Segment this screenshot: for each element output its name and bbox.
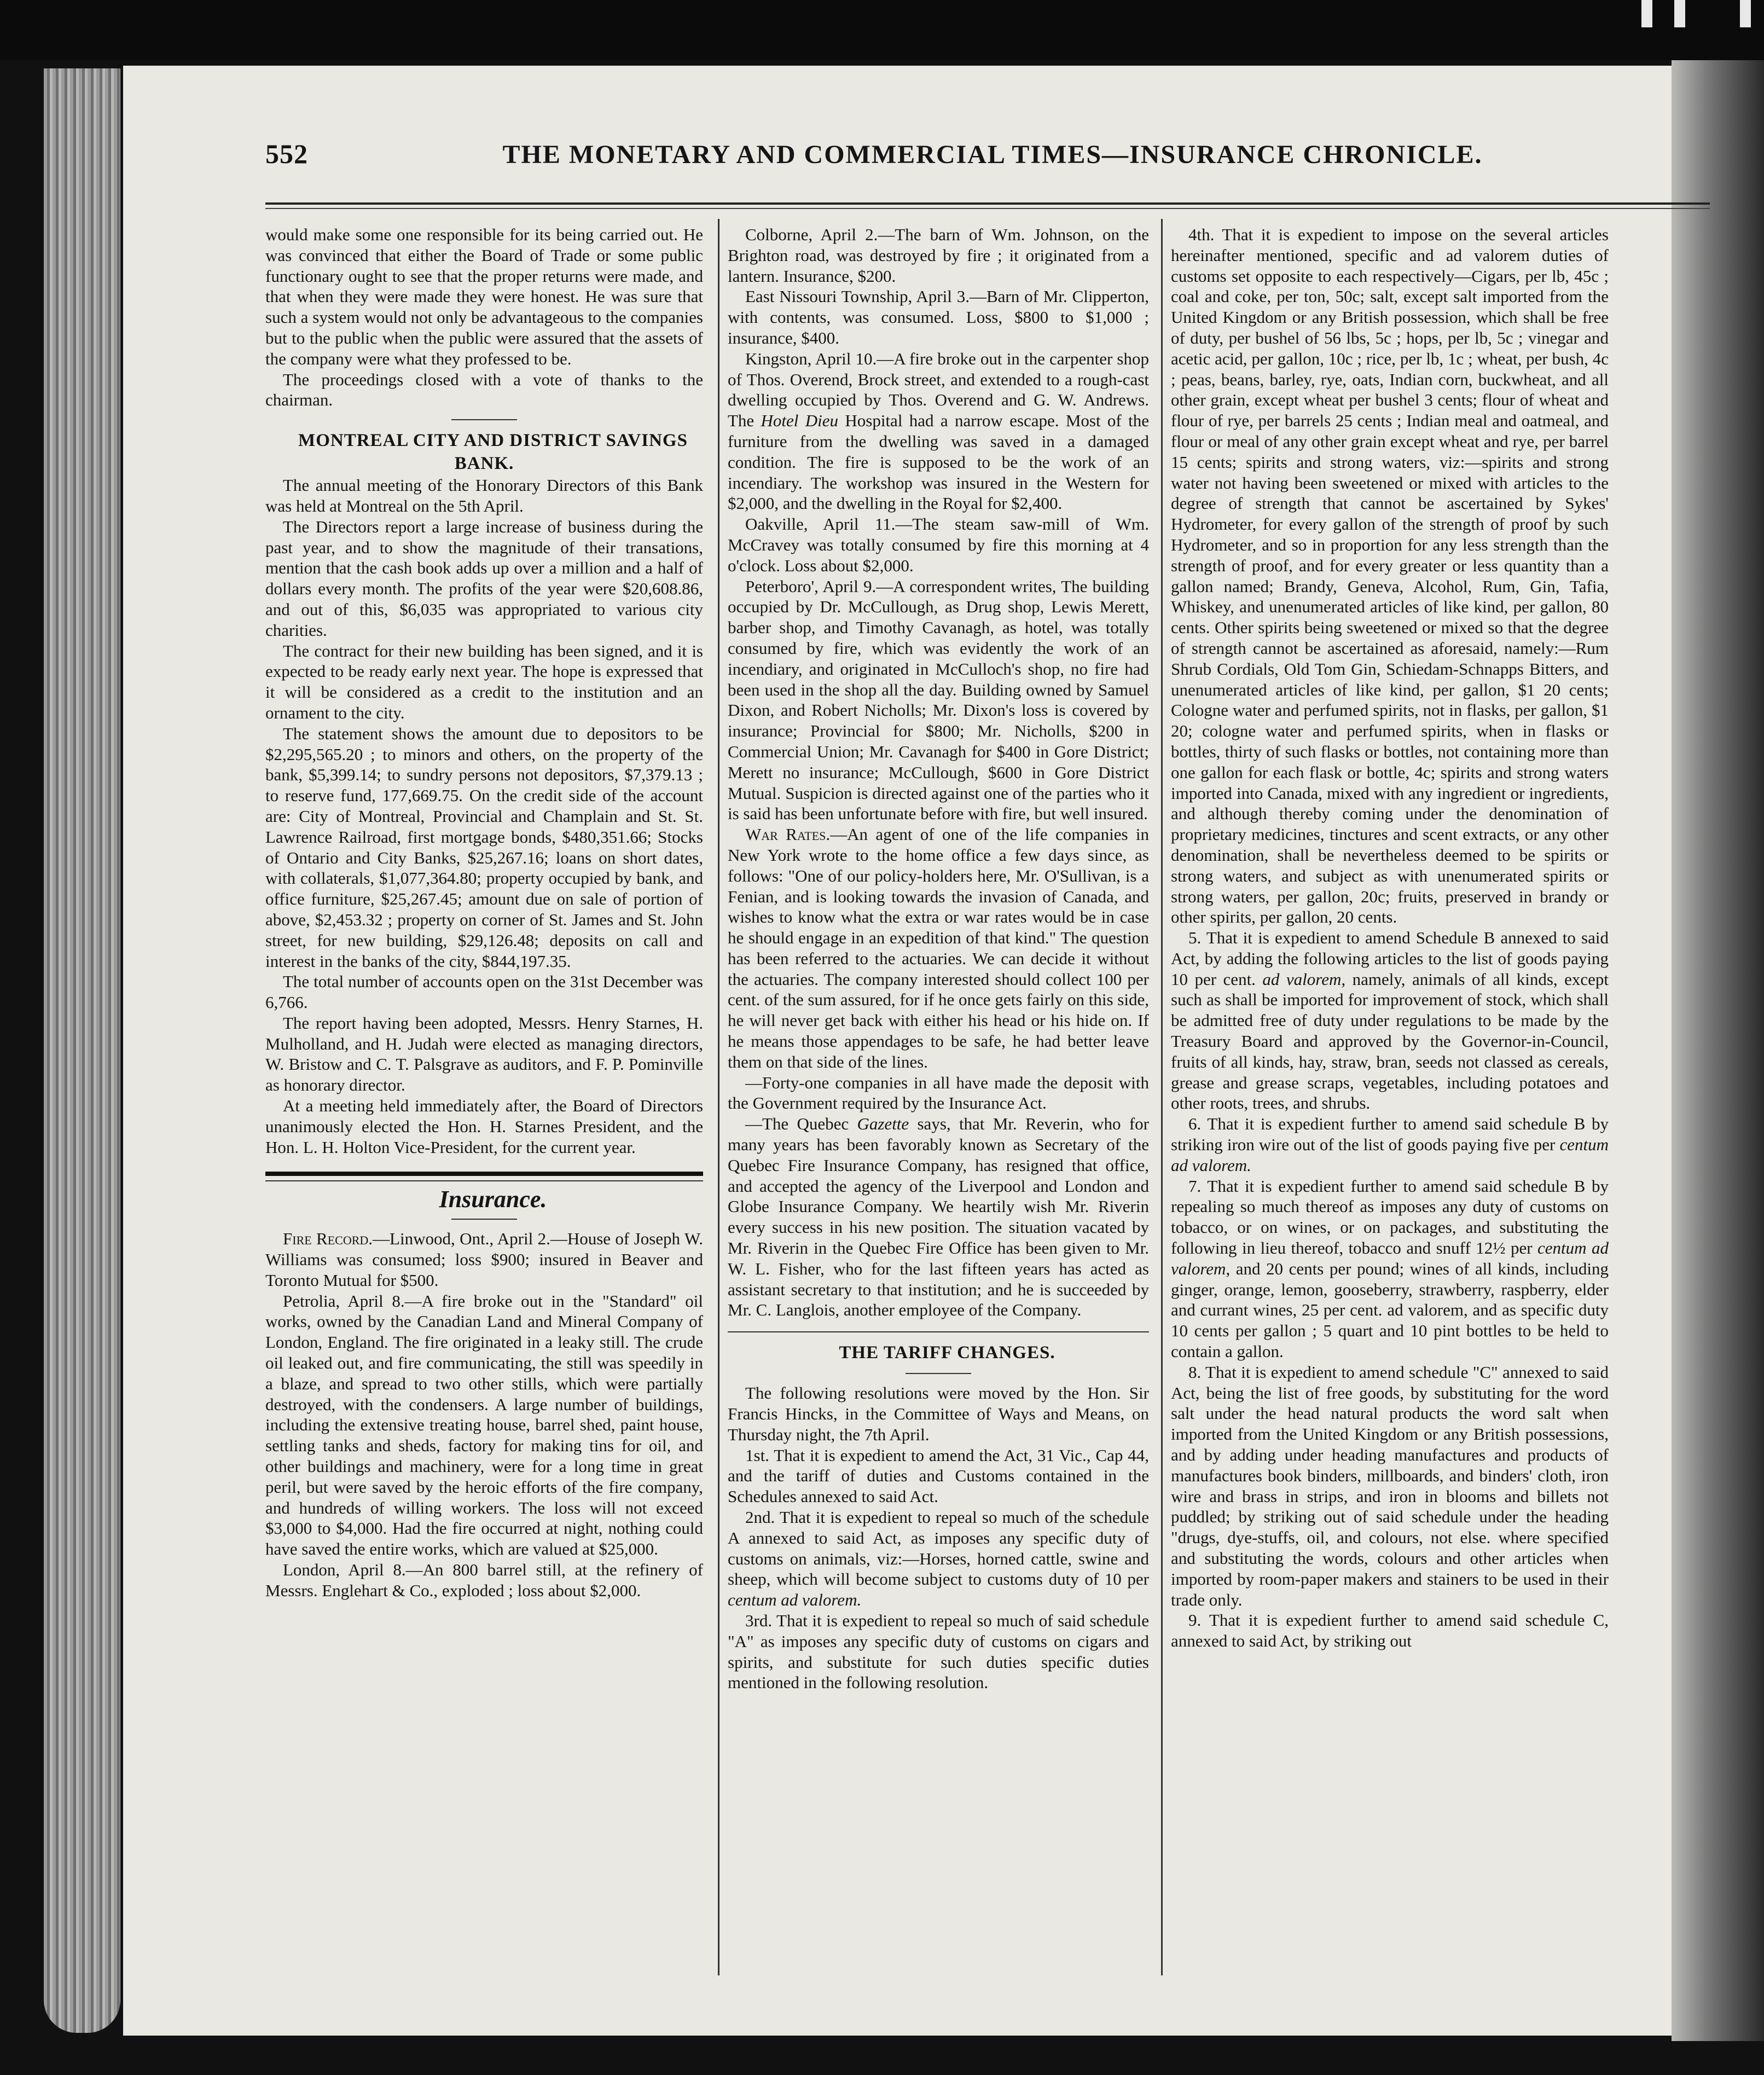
italic-text: centum ad valorem. <box>728 1590 862 1610</box>
paragraph: 9. That it is expedient further to amend said schedule C, annexed to said Act, by striking out <box>1171 1610 1609 1651</box>
column-1 <box>265 224 703 1601</box>
paragraph <box>1171 928 1609 1114</box>
paragraph-text: 7. That it is expedient further to amend said schedule B by repealing so much thereof as imposes any duty of customs on tobacco, or on wines, or on packages, and substituting the following in lieu thereof, tobacco and snuff 12½ per <box>1171 1176 1609 1258</box>
paragraph: —Forty-one companies in all have made the deposit with the Government required by the Insurance Act. <box>728 1073 1149 1113</box>
paragraph: 8. That it is expedient to amend schedule "C" annexed to said Act, being the list of free goods, by substituting for the word salt under the head natural products the word salt when imported from the United Kingdom or any British possessions, and by adding under heading manufactures and products of manufactures book binders, millboards, and binders' cloth, iron wire and brass in strips, and iron in blooms and billets not puddled; by striking out of said schedule under the heading "drugs, dye-stuffs, oil, and colours, not else. where specified and substituting the words, colours and other articles when imported by room-paper makers and stainers to be used in their trade only. <box>1171 1362 1609 1609</box>
italic-text: Hotel Dieu <box>761 411 839 431</box>
paragraph-text: 6. That it is expedient further to amend said schedule B by striking iron wire out of the list of goods paying five per <box>1171 1114 1609 1155</box>
paragraph-text: says, that Mr. Reverin, who for many years has been favorably known as Secretary of the Quebec Fire Insurance Company, has resigned that office, and accepted the agency of the Liverpool and London and Globe Insurance Company. We heartily wish Mr. Riverin every success in his new position. The situation vacated by Mr. Riverin in the Quebec Fire Office has been given to Mr. W. L. Fisher, who for the last fifteen years has acted as assistant secretary to that institution; and he is succeeded by Mr. C. Langlois, another employee of the Company. <box>728 1114 1149 1320</box>
paragraph <box>728 1114 1149 1320</box>
paragraph: The annual meeting of the Honorary Directors of this Bank was held at Montreal on the 5th April. <box>265 476 703 515</box>
column-3 <box>1171 224 1609 1651</box>
paragraph: Colborne, April 2.—The barn of Wm. Johnson, on the Brighton road, was destroyed by fire ; it originated from a lantern. Insurance, $200. <box>728 225 1149 286</box>
paragraph: Oakville, April 11.—The steam saw-mill of Wm. McCravey was totally consumed by fire this morning at 4 o'clock. Loss about $2,000. <box>728 514 1149 575</box>
italic-text: centum ad valorem <box>1171 1238 1609 1278</box>
header-rule-thin <box>265 208 1710 209</box>
divider <box>906 1373 971 1374</box>
paragraph: The total number of accounts open on the 31st December was 6,766. <box>265 972 703 1012</box>
column-2 <box>728 224 1149 1693</box>
section-title: Insurance. <box>439 1186 547 1213</box>
article-heading: MONTREAL CITY AND DISTRICT SAVINGS BANK. <box>298 431 688 474</box>
binding-shadow <box>1672 60 1764 2041</box>
column-divider <box>718 219 719 1975</box>
paragraph <box>265 1228 703 1290</box>
paragraph <box>728 349 1149 514</box>
paragraph: The report having been adopted, Messrs. Henry Starnes, H. Mulholland, and H. Judah were elected as managing directors, W. Bristow and C. T. Palsgrave as auditors, and F. P. Pominville as honorary director. <box>265 1013 703 1095</box>
article-heading: THE TARIFF CHANGES. <box>839 1343 1055 1363</box>
divider <box>451 419 517 420</box>
paragraph: At a meeting held immediately after, the Board of Directors unanimously elected the Hon. H. Starnes President, and the Hon. L. H. Holton Vice-President, for the current year. <box>265 1096 703 1157</box>
fire-record-label: Fire Record. <box>283 1229 373 1249</box>
paragraph: The Directors report a large increase of business during the past year, and to show the magnitude of their transations, mention that the cash book adds up over a million and a half of dollars every month. The profits of the year were $20,608.86, and out of this, $6,035 was appropriated to various city charities. <box>265 517 703 640</box>
paragraph: London, April 8.—An 800 barrel still, at the refinery of Messrs. Englehart & Co., exploded ; loss about $2,000. <box>265 1560 703 1600</box>
section-rule <box>265 1172 703 1176</box>
paragraph <box>728 1507 1149 1610</box>
italic-text: ad valorem <box>1262 969 1342 989</box>
paragraph-text: Kingston, April 10.—A fire broke out in the carpenter shop of Thos. Overend, Brock street, and extended to a rough-cast dwelling occupied by Thos. Overend and G. W. Andrews. The <box>728 349 1149 431</box>
paragraph: 1st. That it is expedient to amend the Act, 31 Vic., Cap 44, and the tariff of duties and Customs contained in the Schedules annexed to said Act. <box>728 1445 1149 1506</box>
page-number: 552 <box>265 138 308 169</box>
paragraph <box>728 824 1149 1073</box>
newspaper-page <box>123 66 1672 2036</box>
paragraph: The statement shows the amount due to depositors to be $2,295,565.20 ; to minors and others, on the property of the bank, $5,399.14; to sundry persons not depositors, $7,379.13 ; to reserve fund, 177,669.75. On the credit side of the account are: City of Montreal, Provincial and Champlain and St. St. Lawrence Railroad, first mortgage bonds, $480,351.66; Stocks of Ontario and City Banks, $25,267.16; loans on short dates, with collaterals, $1,077,364.80; property occupied by bank, and office furniture, $25,267.45; amount due on sale of portion of above, $2,453.32 ; property on corner of St. James and St. John street, for new building, $29,126.48; deposits on call and interest in the banks of the city, $844,197.35. <box>265 723 703 971</box>
paragraph: would make some one responsible for its being carried out. He was convinced that either the Board of Trade or some public functionary ought to see that the proper returns were made, and that when they were made they were honest. He was sure that such a system would not only be advantageous to the companies but to the public when the public were assured that the assets of the company were what they professed to be. <box>265 225 703 368</box>
page-title: THE MONETARY AND COMMERCIAL TIMES—INSURANCE CHRONICLE. <box>502 140 1483 169</box>
paragraph: The contract for their new building has been signed, and it is expected to be ready early next year. The hope is expressed that it will be considered as a credit to the institution and an ornament to the city. <box>265 641 703 722</box>
paragraph-text: , and 20 cents per pound; wines of all kinds, including ginger, orange, lemon, gooseberry, strawberry, raspberry, elder and currant wines, 25 per cent. ad valorem, and as specific duty 10 cents per gallon ; 5 quart and 10 pint bottles to be held to contain a gallon. <box>1171 1259 1609 1361</box>
divider <box>451 1219 517 1220</box>
paragraph-text: —An agent of one of the life companies in New York wrote to the home office a few days since, as follows: "One of our policy-holders here, Mr. O'Sullivan, is a Fenian, and is looking towards the invasion of Canada, and wishes to know what the extra or war rates would be in case he should engage in an expedition of that kind." The question has been referred to the actuaries. We can decide it without the actuaries. The company interested should collect 100 per cent. of the sum assured, for if he once gets fairly on this side, he will never get back with either his head or his hide on. If he means those appendages to be safe, he had better leave them on that side of the lines. <box>728 825 1149 1071</box>
column-divider <box>1161 219 1163 1975</box>
page-header <box>265 104 1677 170</box>
italic-text: centum ad valorem. <box>1171 1135 1609 1175</box>
paragraph-text: 5. That it is expedient to amend Schedule B annexed to said Act, by adding the following articles to the list of goods paying 10 per cent. <box>1171 928 1609 989</box>
paragraph: 4th. That it is expedient to impose on the several articles hereinafter mentioned, specific and ad valorem duties of customs set opposite to each respectively—Cigars, per lb, 45c ; coal and coke, per ton, 50c; salt, except salt imported from the United Kingdom or any British possession, which shall be free of duty, per bushel of 56 lbs, 5c ; hops, per lb, 5c ; vinegar and acetic acid, per gallon, 10c ; rice, per lb, 1c ; wheat, per bush, 4c ; peas, beans, barley, rye, oats, Indian corn, buckwheat, and all other grain, except wheat per bushel 3 cents; flour of wheat and flour of rye, per barrels 25 cents ; Indian meal and oatmeal, and flour or meal of any other grain except wheat and rye, per barrel 15 cents; spirits and strong waters, viz:—spirits and strong water not having been sweetened or mixed with articles to the degree of strength that cannot be ascertained by Sykes' Hydrometer, for every gallon of the strength of proof by such Hydrometer, and so in proportion for any less strength than the strength of proof, and for every greater or less quantity than a gallon named; Brandy, Geneva, Alcohol, Rum, Gin, Tafia, Whiskey, and unenumerated articles of like kind, per gallon, 80 cents. Other spirits being sweetened or mixed so that the degree of strength cannot be ascertained as aforesaid, namely:—Rum Shrub Cordials, Old Tom Gin, Schiedam-Schnapps Bitters, and unenumerated articles of like kind, per gallon, $1 20 cents; Cologne water and perfumed spirits, not in flasks, per gallon, $1 20; cologne water and perfumed spirits, when in flasks or bottles, thirty of such flasks or bottles, not containing more than one gallon for each flask or bottle, 4c; spirits and strong waters imported into Canada, mixed with any ingredient or ingredients, and although thereby coming under the denomination of proprietary medicines, tinctures and scent extracts, or any other denomination, shall be nevertheless deemed to be spirits or strong waters, and subject as with unenumerated spirits or strong waters, per gallon, 20c; fruits, preserved in brandy or other spirits, per gallon, 20 cents. <box>1171 225 1609 927</box>
paragraph-text: , namely, animals of all kinds, except such as shall be imported for improvement of stock, which shall be admitted free of duty under regulations to be made by the Treasury Board and approved by the Governor-in-Council, fruits of all kinds, hay, straw, bran, seeds not classed as cereals, grease and grease scraps, vegetables, including potatoes and other roots, trees, and shrubs. <box>1171 969 1609 1113</box>
paragraph-text: —Linwood, Ont., April 2.—House of Joseph W. Williams was consumed; loss $900; insured in Beaver and Toronto Mutual for $500. <box>265 1229 703 1290</box>
paragraph: Peterboro', April 9.—A correspondent writes, The building occupied by Dr. McCullough, as Drug shop, Lewis Merett, barber shop, and Timothy Cavanagh, as hotel, was totally consumed by fire, which was evidently the work of an incendiary, and originated in McCulloch's shop, no fire had been used in the shop all the day. Building owned by Samuel Dixon, and Robert Nicholls; Mr. Dixon's loss is covered by insurance; Provincial for $800; Mr. Nicholls, $200 in Commercial Union; Mr. Cavanagh for $400 in Gore District; Merett no insurance; McCullough, $600 in Gore District Mutual. Suspicion is directed against one of the parties who it is said has been unfortunate before with fire, but well insured. <box>728 576 1149 824</box>
paragraph: The proceedings closed with a vote of thanks to the chairman. <box>265 369 703 410</box>
paragraph <box>1171 1176 1609 1362</box>
film-edge <box>0 0 1764 60</box>
paragraph: Petrolia, April 8.—A fire broke out in the "Standard" oil works, owned by the Canadian Land and Mineral Company of London, England. The fire originated in a leaky still. The crude oil leaked out, and fire communicating, the still was speedily in a blaze, and spread to two other stills, which were partially destroyed, with the condensers. A large number of buildings, including the extensive treating house, barrel shed, paint house, settling tanks and sheds, factory for making tins for oil, and other buildings and machinery, were for a long time in great peril, but were saved by the heroic efforts of the fire company, and hundreds of willing workers. The loss will not exceed $3,000 to $4,000. Had the fire occurred at night, nothing could have saved the entire works, which are valued at $25,000. <box>265 1291 703 1559</box>
paragraph <box>1171 1114 1609 1175</box>
paragraph-text: 2nd. That it is expedient to repeal so much of the schedule A annexed to said Act, as imposes any specific duty of customs on animals, viz:—Horses, horned cattle, swine and sheep, which will become subject to customs duty of 10 per <box>728 1508 1149 1589</box>
italic-text: Gazette <box>857 1114 909 1134</box>
film-mark <box>1674 0 1685 27</box>
paragraph-text: —The Quebec <box>745 1114 857 1134</box>
film-mark <box>1740 0 1751 27</box>
divider <box>728 1331 1149 1332</box>
book-page-edges <box>44 68 120 2033</box>
paragraph: The following resolutions were moved by the Hon. Sir Francis Hincks, in the Committee of Ways and Means, on Thursday night, the 7th April. <box>728 1383 1149 1444</box>
section-rule-thin <box>265 1180 703 1181</box>
paragraph: East Nissouri Township, April 3.—Barn of Mr. Clipperton, with contents, was consumed. Loss, $800 to $1,000 ; insurance, $400. <box>728 287 1149 347</box>
paragraph: 3rd. That it is expedient to repeal so much of said schedule "A" as imposes any specific duty of customs on cigars and spirits, and substitute for such duties specific duties mentioned in the following resolution. <box>728 1611 1149 1693</box>
header-rule <box>265 202 1710 205</box>
paragraph-text: Hospital had a narrow escape. Most of the furniture from the dwelling was saved in a damaged condition. The fire is supposed to be the work of an incendiary. The workshop was insured in the Western for $2,000, and the dwelling in the Royal for $2,400. <box>728 411 1149 513</box>
film-mark <box>1641 0 1652 27</box>
war-rates-label: War Rates. <box>745 825 831 844</box>
